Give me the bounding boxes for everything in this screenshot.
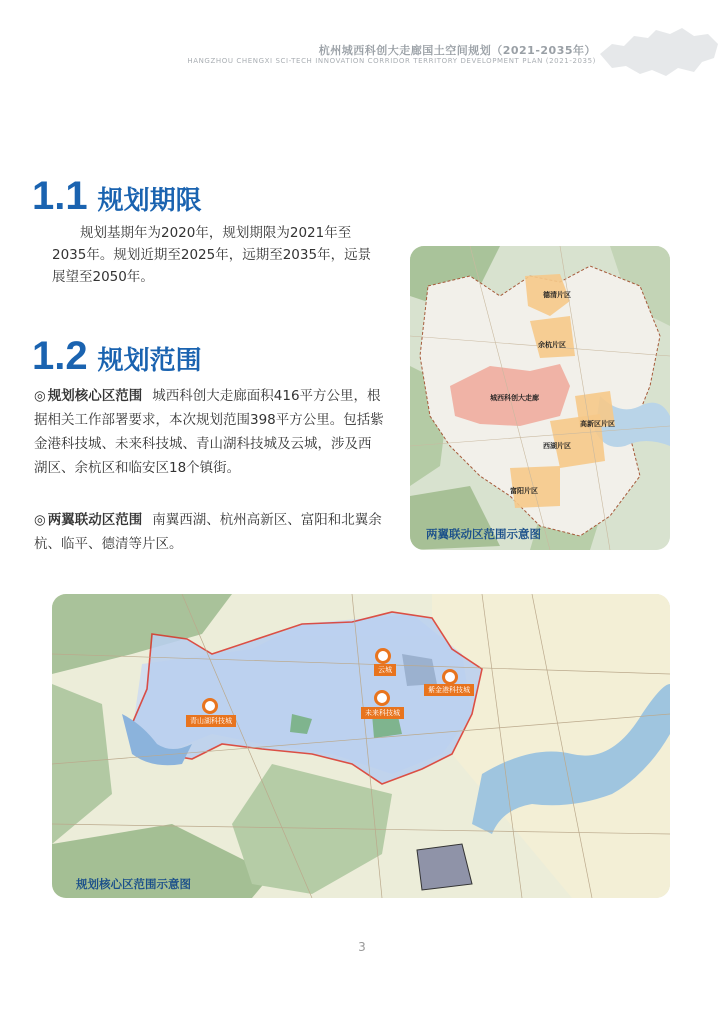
section-1-text: 规划基期年为2020年，规划期限为2021年至2035年。规划近期至2025年，远期至2035年，远景展望至2050年。 bbox=[52, 225, 372, 285]
core-map-caption: 规划核心区范围示意图 bbox=[76, 877, 191, 891]
section-1-body bbox=[52, 222, 382, 288]
pin-label-yuncheng: 云城 bbox=[374, 664, 396, 676]
pin-weilai-icon bbox=[374, 690, 390, 706]
label-xihu: 西湖片区 bbox=[543, 442, 571, 450]
bullet-text: 南翼西湖、杭州高新区、富阳和北翼余杭、临平、德清等片区。 bbox=[34, 512, 382, 552]
header-subtitle: HANGZHOU CHENGXI SCI-TECH INNOVATION CORRIDOR TERRITORY DEVELOPMENT PLAN (2021-2035) bbox=[187, 57, 596, 65]
section-2-title: 规划范围 bbox=[97, 346, 202, 377]
section-1-heading bbox=[32, 176, 202, 216]
section-2-heading bbox=[32, 336, 202, 376]
bullet-core-area bbox=[34, 384, 384, 480]
bullet-symbol: ◎ bbox=[34, 388, 46, 404]
pin-label-weilai: 未来科技城 bbox=[361, 707, 404, 719]
page-header bbox=[0, 30, 724, 80]
pin-zijingang-icon bbox=[442, 669, 458, 685]
wing-map-graphic bbox=[410, 246, 670, 550]
wing-area-map bbox=[410, 246, 670, 550]
label-yuhang: 余杭片区 bbox=[538, 341, 566, 349]
section-1-number: 1.1 bbox=[32, 174, 88, 218]
core-map-graphic bbox=[52, 594, 670, 898]
core-area-map bbox=[52, 594, 670, 898]
header-title: 杭州城西科创大走廊国土空间规划（2021-2035年） bbox=[318, 44, 596, 57]
label-gaoxin: 高新区片区 bbox=[580, 420, 615, 428]
bullet-symbol: ◎ bbox=[34, 512, 46, 528]
section-2-number: 1.2 bbox=[32, 334, 88, 378]
label-fuyang: 富阳片区 bbox=[510, 487, 538, 495]
bullet-wing-area bbox=[34, 508, 384, 556]
pin-yuncheng-icon bbox=[375, 648, 391, 664]
page-number: 3 bbox=[358, 940, 366, 954]
bullet-heading: 规划核心区范围 bbox=[47, 388, 143, 404]
bullet-heading: 两翼联动区范围 bbox=[47, 512, 143, 528]
section-1-title: 规划期限 bbox=[97, 186, 202, 217]
header-map-silhouette bbox=[590, 24, 724, 80]
label-deqing: 德清片区 bbox=[543, 291, 571, 299]
pin-label-zijingang: 紫金港科技城 bbox=[424, 684, 474, 696]
bullet-text: 城西科创大走廊面积416平方公里，根据相关工作部署要求，本次规划范围398平方公里。包括紫金港科技城、未来科技城、青山湖科技城及云城，涉及西湖区、余杭区和临安区18个镇街。 bbox=[34, 388, 384, 476]
wing-map-caption: 两翼联动区范围示意图 bbox=[426, 527, 541, 541]
pin-label-qingshanhu: 青山湖科技城 bbox=[186, 715, 236, 727]
label-corridor: 城西科创大走廊 bbox=[490, 394, 539, 402]
pin-qingshanhu-icon bbox=[202, 698, 218, 714]
